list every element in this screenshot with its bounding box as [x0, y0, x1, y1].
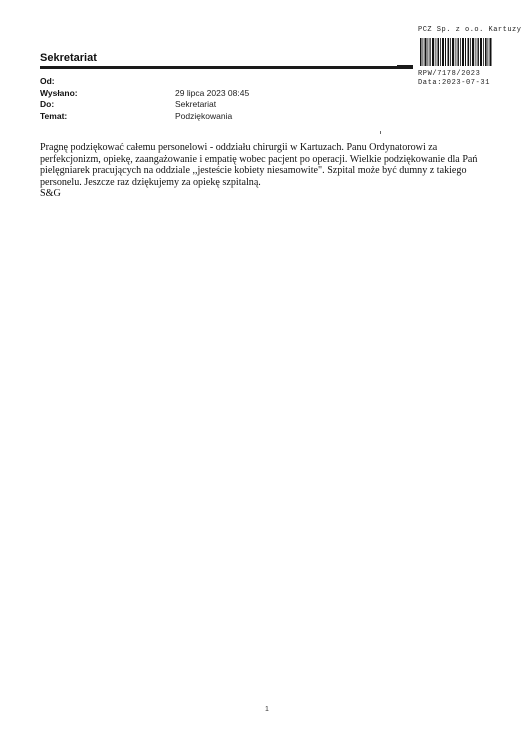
page-number: 1	[265, 706, 269, 713]
meta-value: 29 lipca 2023 08:45	[175, 87, 250, 98]
stamp-date: Data:2023-07-31	[418, 79, 491, 87]
body-line: perfekcjonizm, opiekę, zaangażowanie i empatię wobec pacjent po operacji. Wielkie podziękowanie dla Pań	[40, 153, 478, 165]
header-divider	[40, 66, 412, 69]
body-line: Pragnę podziękować całemu personelowi - oddziału chirurgii w Kartuzach. Panu Ordynatorowi za	[40, 142, 438, 153]
meta-label: Od:	[40, 76, 55, 86]
header-divider-mark	[397, 65, 413, 69]
email-body	[40, 142, 478, 200]
stamp-institution: PCZ Sp. z o.o. Kartuzy	[418, 26, 522, 34]
meta-value: Sekretariat	[175, 99, 217, 109]
body-line: pielęgniarek pracujących na oddziale ,,jesteście kobiety niesamowite". Szpital może być dumny z takiego	[40, 165, 467, 177]
email-sender-title: Sekretariat	[40, 52, 97, 64]
meta-label: Do:	[40, 99, 55, 109]
signature: S&G	[40, 188, 61, 200]
barcode-icon	[419, 37, 493, 67]
meta-value: Podziękowania	[175, 110, 233, 121]
body-line: personelu. Jeszcze raz dziękujemy za opiekę szpitalną.	[40, 176, 261, 188]
meta-label: Temat:	[40, 110, 68, 121]
registry-stamp	[418, 26, 522, 34]
scan-speck	[380, 131, 381, 134]
meta-label: Wysłano:	[40, 87, 78, 98]
stamp-registry-number: RPW/7178/2023	[418, 70, 481, 78]
